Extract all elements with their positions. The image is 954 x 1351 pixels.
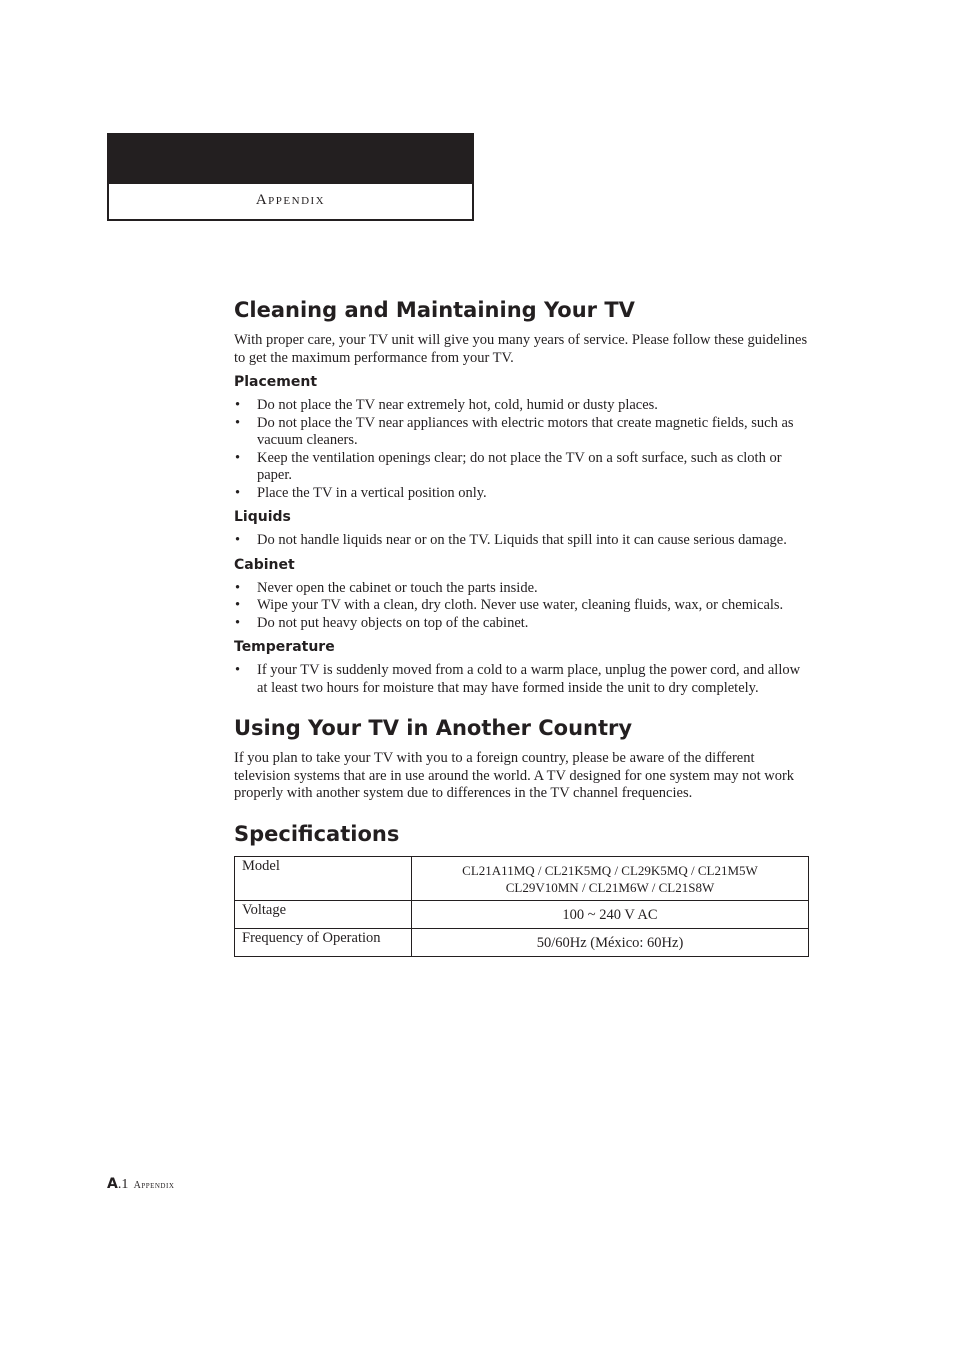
list-item: • Do not put heavy objects on top of the cabinet. (234, 615, 810, 633)
section-title-cleaning: Cleaning and Maintaining Your TV (234, 298, 635, 322)
list-item: • Do not place the TV near appliances with electric motors that create magnetic fields, such as vacuum cleaners. (234, 415, 810, 450)
specifications-table (234, 856, 809, 957)
chapter-label: Appendix (255, 192, 326, 208)
chapter-header-box (107, 133, 474, 221)
page-number: .1 (117, 1177, 129, 1192)
list-item: • Keep the ventilation openings clear; do not place the TV on a soft surface, such as cloth or paper. (234, 450, 810, 485)
list-item: • Do not place the TV near extremely hot, cold, humid or dusty places. (234, 397, 810, 415)
table-row (235, 900, 809, 928)
spec-value-model (412, 856, 809, 900)
list-item: • Do not handle liquids near or on the TV. Liquids that spill into it can cause serious damage. (234, 532, 810, 550)
spec-label-voltage: Voltage (235, 900, 412, 928)
list-item: • If your TV is suddenly moved from a cold to a warm place, unplug the power cord, and allow at least two hours for moisture that may have formed inside the unit to dry completely. (234, 662, 810, 697)
subheading-placement: Placement (234, 374, 318, 390)
spec-value-frequency: 50/60Hz (México: 60Hz) (412, 928, 809, 956)
spec-label-frequency: Frequency of Operation (235, 928, 412, 956)
page-footer (107, 1176, 174, 1193)
list-item: • Never open the cabinet or touch the parts inside. (234, 580, 810, 598)
subheading-liquids: Liquids (234, 509, 291, 525)
cabinet-list (234, 580, 810, 633)
page-letter: A (107, 1176, 118, 1192)
model-list-line-2: CL29V10MN / CL21M6W / CL21S8W (505, 879, 715, 895)
table-row (235, 928, 809, 956)
placement-list (234, 397, 810, 502)
cleaning-intro: With proper care, your TV unit will give you many years of service. Please follow these guidelines to get the maximum performance from your TV. (234, 332, 808, 366)
section-title-specifications: Specifications (234, 821, 400, 846)
model-list-line-1: CL21A11MQ / CL21K5MQ / CL29K5MQ / CL21M5W (462, 862, 758, 878)
table-row (235, 856, 809, 900)
spec-label-model: Model (235, 856, 412, 900)
section-title-another-country: Using Your TV in Another Country (234, 716, 633, 740)
page-content (234, 296, 810, 957)
temperature-list (234, 662, 810, 697)
liquids-list (234, 532, 810, 550)
chapter-header-bar (109, 135, 472, 184)
spec-value-voltage: 100 ~ 240 V AC (412, 900, 809, 928)
list-item: • Wipe your TV with a clean, dry cloth. Never use water, cleaning fluids, wax, or chemicals. (234, 597, 810, 615)
footer-label: Appendix (133, 1180, 175, 1191)
subheading-temperature: Temperature (234, 639, 335, 655)
list-item: • Place the TV in a vertical position only. (234, 485, 810, 503)
another-country-body: If you plan to take your TV with you to a foreign country, please be aware of the different television systems that are in use around the world. A TV designed for one system may not work properly with another system due to differences in the TV channel frequencies. (234, 750, 795, 801)
subheading-cabinet: Cabinet (234, 556, 295, 573)
